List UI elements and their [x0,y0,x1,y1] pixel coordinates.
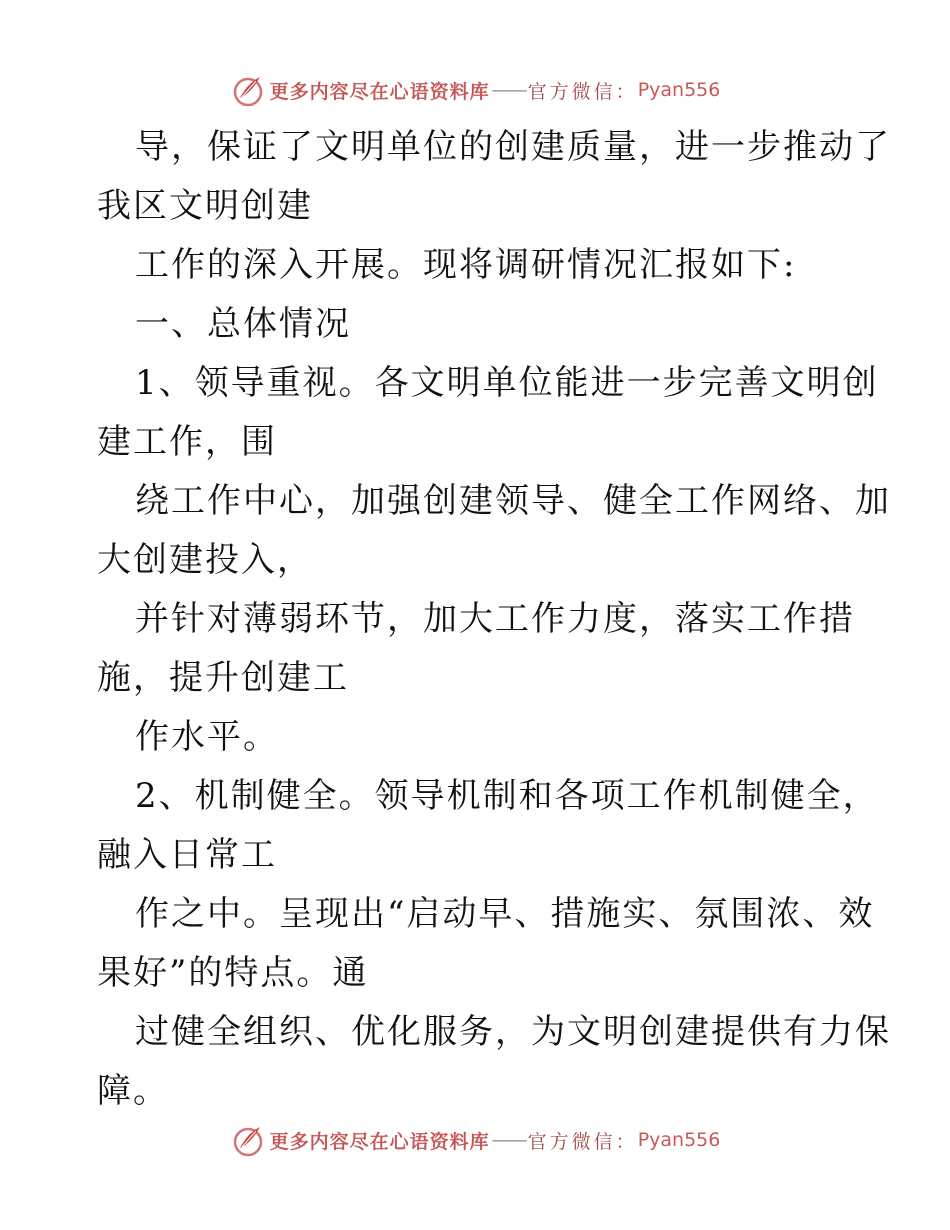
watermark-brand: 更多内容尽在心语资料库 [269,1130,490,1153]
text-line: 1、领导重视。各文明单位能进一步完善文明创 [135,363,879,403]
watermark-wechat-id: Pyan556 [637,1129,721,1151]
watermark-separator: —— [491,1129,526,1151]
watermark-brand: 更多内容尽在心语资料库 [269,80,490,103]
text-line: 果好”的特点。通 [97,953,369,993]
watermark-label: 官方微信： [527,1130,638,1153]
text-line: 导，保证了文明单位的创建质量，进一步推动了 [135,127,891,167]
watermark-separator: —— [491,79,526,101]
text-line: 施，提升创建工 [97,658,349,698]
text-line: 2、机制健全。领导机制和各项工作机制健全， [135,776,879,816]
header-watermark [0,70,950,110]
text-line: 作之中。呈现出“启动早、措施实、氛围浓、效 [135,894,875,934]
text-line: 一、总体情况 [135,304,351,344]
text-line: 障。 [97,1071,169,1111]
text-line: 大创建投入， [97,540,313,580]
watermark-label: 官方微信： [527,80,638,103]
text-line: 融入日常工 [97,835,277,875]
feather-pen-logo-icon [230,72,266,108]
text-line: 作水平。 [135,717,279,757]
text-line: 我区文明创建 [97,186,313,226]
text-line: 建工作，围 [97,422,277,462]
text-line: 工作的深入开展。现将调研情况汇报如下: [135,245,797,285]
text-line: 并针对薄弱环节，加大工作力度，落实工作措 [135,599,855,639]
text-line: 过健全组织、优化服务，为文明创建提供有力保 [135,1012,891,1052]
watermark-wechat-id: Pyan556 [637,79,721,101]
footer-watermark [0,1120,950,1160]
text-line: 绕工作中心，加强创建领导、健全工作网络、加 [135,481,891,521]
document-body [97,118,891,1121]
feather-pen-logo-icon [230,1122,266,1158]
